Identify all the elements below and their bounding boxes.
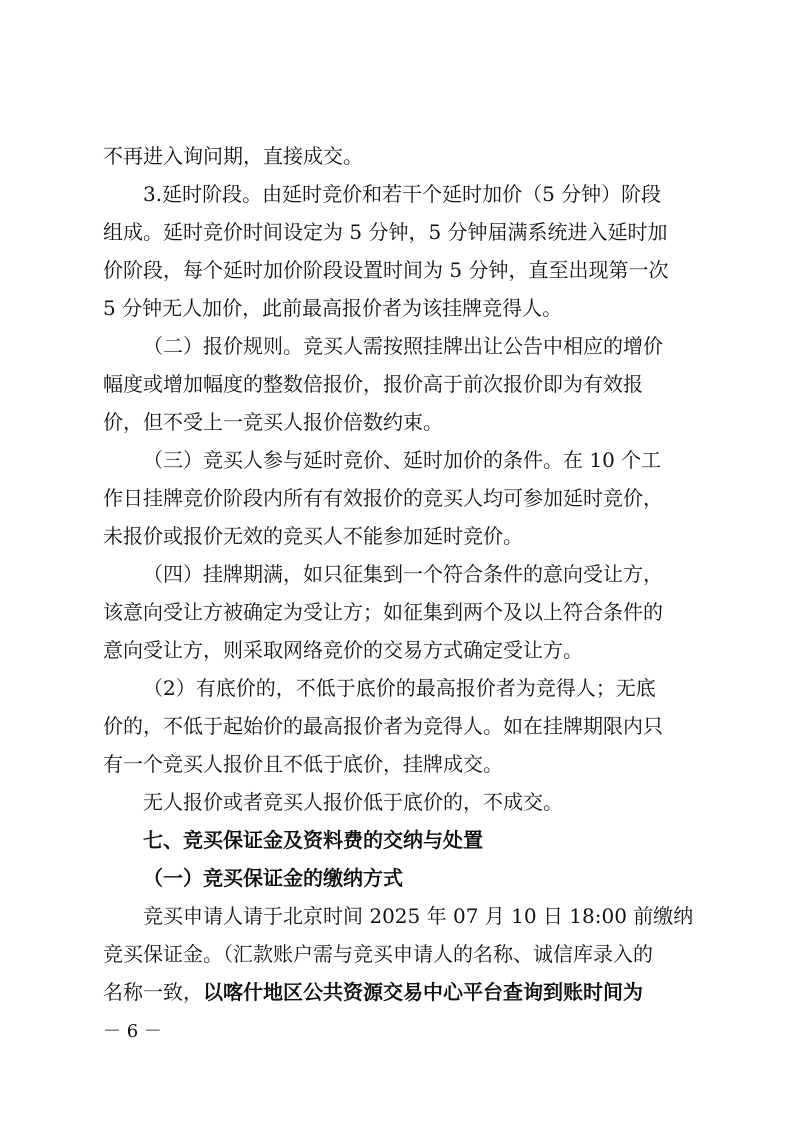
text-line xyxy=(103,979,693,1005)
text-line: 幅度或增加幅度的整数倍报价，报价高于前次报价即为有效报 xyxy=(103,372,643,396)
text-line: （四）挂牌期满，如只征集到一个符合条件的意向受让方， xyxy=(143,562,663,586)
text-line: （二）报价规则。竞买人需按照挂牌出让公告中相应的增价 xyxy=(143,334,663,358)
text-line: 价，但不受上一竞买人报价倍数约束。 xyxy=(103,410,443,434)
text-span: 名称一致， xyxy=(103,980,203,1004)
text-line: 有一个竞买人报价且不低于底价，挂牌成交。 xyxy=(103,752,503,776)
text-line: 价的，不低于起始价的最高报价者为竞得人。如在挂牌期限内只 xyxy=(103,714,663,738)
text-line: 3.延时阶段。由延时竞价和若干个延时加价（5 分钟）阶段 xyxy=(143,182,662,206)
text-line: 竞买申请人请于北京时间 2025 年 07 月 10 日 18:00 前缴纳 xyxy=(143,904,693,928)
text-line: 未报价或报价无效的竞买人不能参加延时竞价。 xyxy=(103,524,523,548)
page-number: － 6 － xyxy=(103,1021,162,1042)
text-line: 不再进入询问期，直接成交。 xyxy=(103,144,363,168)
section-heading: 七、竞买保证金及资料费的交纳与处置 xyxy=(143,828,483,852)
text-line: （三）竞买人参与延时竞价、延时加价的条件。在 10 个工 xyxy=(143,448,662,472)
bold-text-span: 以喀什地区公共资源交易中心平台查询到账时间为 xyxy=(203,980,643,1004)
text-line: 组成。延时竞价时间设定为 5 分钟，5 分钟届满系统进入延时加 xyxy=(103,220,668,244)
text-line: （2）有底价的，不低于底价的最高报价者为竞得人；无底 xyxy=(143,676,656,700)
text-line: 价阶段，每个延时加价阶段设置时间为 5 分钟，直至出现第一次 xyxy=(103,258,669,282)
text-line: 该意向受让方被确定为受让方；如征集到两个及以上符合条件的 xyxy=(103,600,663,624)
subsection-heading: （一）竞买保证金的缴纳方式 xyxy=(143,866,403,890)
text-line: 意向受让方，则采取网络竞价的交易方式确定受让方。 xyxy=(103,638,583,662)
text-line: 无人报价或者竞买人报价低于底价的，不成交。 xyxy=(143,790,563,814)
text-line: 竞买保证金。（汇款账户需与竞买申请人的名称、诚信库录入的 xyxy=(103,942,653,966)
text-line: 作日挂牌竞价阶段内所有有效报价的竞买人均可参加延时竞价， xyxy=(103,486,663,510)
text-line: 5 分钟无人加价，此前最高报价者为该挂牌竞得人。 xyxy=(103,296,563,320)
